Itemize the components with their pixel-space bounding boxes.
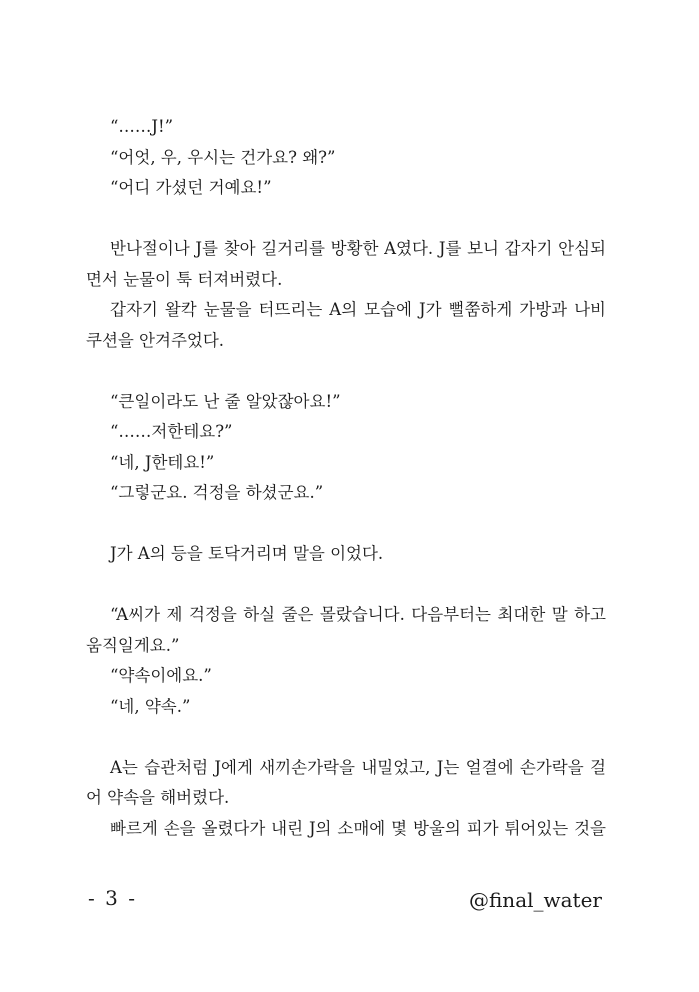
dialogue-line: “네, 약속.” (110, 696, 191, 716)
paragraph-gap (86, 509, 606, 540)
narration-line: J가 A의 등을 토닥거리며 말을 이었다. (110, 544, 384, 563)
dialogue-line: “어엇, 우, 우시는 건가요? 왜?” (110, 147, 336, 167)
narration-line: 면서 눈물이 툭 터져버렸다. (86, 269, 283, 289)
dialogue-line: 움직일게요.” (86, 635, 180, 655)
paragraph-gap (86, 722, 606, 753)
dialogue-line: “그렇군요. 걱정을 하셨군요.” (110, 483, 324, 502)
narration-line: 쿠션을 안겨주었다. (86, 330, 225, 350)
author-handle: @final_water (468, 888, 602, 912)
story-text (86, 112, 606, 844)
dialogue-line: “A씨가 제 걱정을 하실 줄은 몰랐습니다. 다음부터는 최대한 말 하고 (110, 605, 606, 624)
paragraph-gap (86, 570, 606, 601)
narration-line: 빠르게 손을 올렸다가 내린 J의 소매에 몇 방울의 피가 튀어있는 것을 (110, 818, 606, 838)
narration-line: 어 약속을 해버렸다. (86, 788, 230, 807)
paragraph-gap (86, 356, 606, 387)
narration-line: 반나절이나 J를 찾아 길거리를 방황한 A였다. J를 보니 갑자기 안심되 (110, 239, 606, 258)
dialogue-line: “네, J한테요!” (110, 452, 215, 472)
page-number: - 3 - (88, 886, 137, 910)
dialogue-line: “어디 가셨던 거예요!” (110, 178, 272, 197)
dialogue-line: “약속이에요.” (110, 666, 212, 685)
paragraph-gap (86, 204, 606, 235)
narration-line: 갑자기 왈칵 눈물을 터뜨리는 A의 모습에 J가 뻘쭘하게 가방과 나비 (110, 300, 606, 319)
narration-line: A는 습관처럼 J에게 새끼손가락을 내밀었고, J는 얼결에 손가락을 걸 (110, 757, 606, 777)
dialogue-line: “……저한테요?” (110, 422, 233, 441)
dialogue-line: “……J!” (110, 117, 174, 136)
dialogue-line: “큰일이라도 난 줄 알았잖아요!” (110, 391, 341, 411)
